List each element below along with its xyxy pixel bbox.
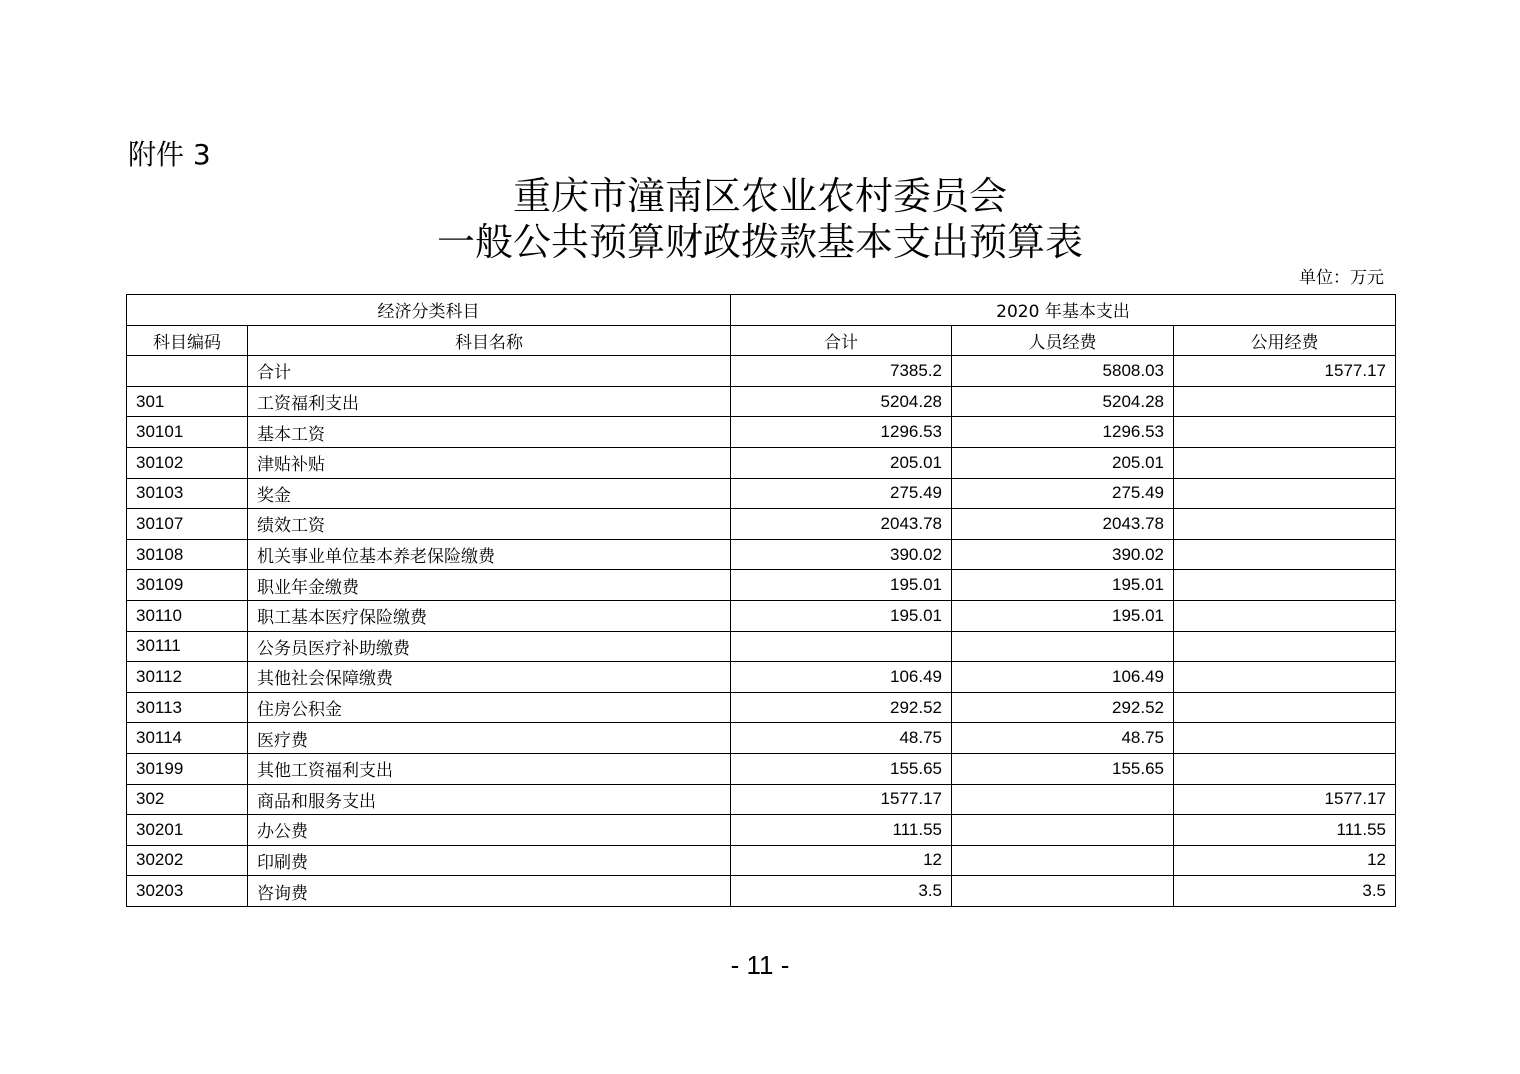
- table-row: [127, 631, 1396, 662]
- cell-public: [1174, 417, 1396, 448]
- cell-code: [127, 356, 248, 387]
- cell-code: 30202: [127, 845, 248, 876]
- cell-code: 30199: [127, 753, 248, 784]
- cell-public: [1174, 386, 1396, 417]
- table-row: [127, 539, 1396, 570]
- header-personnel: 人员经费: [952, 325, 1174, 356]
- cell-public: 12: [1174, 845, 1396, 876]
- cell-total: 111.55: [731, 815, 952, 846]
- header-basic-expenditure: 2020 年基本支出: [731, 295, 1396, 326]
- cell-public: [1174, 631, 1396, 662]
- cell-total: 1296.53: [731, 417, 952, 448]
- table-row: [127, 662, 1396, 693]
- cell-personnel: 48.75: [952, 723, 1174, 754]
- cell-public: [1174, 753, 1396, 784]
- cell-total: 3.5: [731, 876, 952, 907]
- table-row: [127, 692, 1396, 723]
- header-economic-category: 经济分类科目: [127, 295, 731, 326]
- page-number: - 11 -: [730, 950, 790, 980]
- header-name: 科目名称: [248, 325, 731, 356]
- cell-total: 195.01: [731, 570, 952, 601]
- table-row: [127, 478, 1396, 509]
- cell-public: [1174, 539, 1396, 570]
- budget-table: [126, 294, 1396, 907]
- cell-personnel: 292.52: [952, 692, 1174, 723]
- cell-code: 30103: [127, 478, 248, 509]
- cell-public: [1174, 509, 1396, 540]
- cell-public: [1174, 447, 1396, 478]
- cell-name: 津贴补贴: [248, 447, 731, 478]
- cell-code: 30201: [127, 815, 248, 846]
- cell-personnel: 5808.03: [952, 356, 1174, 387]
- cell-personnel: [952, 845, 1174, 876]
- cell-name: 印刷费: [248, 845, 731, 876]
- cell-name: 基本工资: [248, 417, 731, 448]
- cell-name: 机关事业单位基本养老保险缴费: [248, 539, 731, 570]
- cell-public: 111.55: [1174, 815, 1396, 846]
- cell-name: 工资福利支出: [248, 386, 731, 417]
- cell-total: 48.75: [731, 723, 952, 754]
- cell-personnel: [952, 784, 1174, 815]
- cell-name: 咨询费: [248, 876, 731, 907]
- cell-total: 2043.78: [731, 509, 952, 540]
- cell-public: [1174, 600, 1396, 631]
- cell-name: 公务员医疗补助缴费: [248, 631, 731, 662]
- table-row: [127, 845, 1396, 876]
- table-row: [127, 815, 1396, 846]
- cell-total: 155.65: [731, 753, 952, 784]
- cell-code: 30107: [127, 509, 248, 540]
- table-row: [127, 600, 1396, 631]
- cell-personnel: 106.49: [952, 662, 1174, 693]
- cell-code: 30109: [127, 570, 248, 601]
- table-row: [127, 386, 1396, 417]
- cell-public: 1577.17: [1174, 356, 1396, 387]
- cell-code: 30110: [127, 600, 248, 631]
- group-header-row: [127, 295, 1396, 326]
- cell-total: 292.52: [731, 692, 952, 723]
- column-header-row: [127, 325, 1396, 356]
- table-row: [127, 356, 1396, 387]
- cell-personnel: 195.01: [952, 600, 1174, 631]
- cell-total: 195.01: [731, 600, 952, 631]
- table-row: [127, 509, 1396, 540]
- cell-code: 30114: [127, 723, 248, 754]
- cell-code: 30101: [127, 417, 248, 448]
- cell-personnel: [952, 631, 1174, 662]
- cell-personnel: [952, 876, 1174, 907]
- cell-name: 办公费: [248, 815, 731, 846]
- cell-total: 106.49: [731, 662, 952, 693]
- cell-personnel: 5204.28: [952, 386, 1174, 417]
- cell-code: 302: [127, 784, 248, 815]
- table-row: [127, 723, 1396, 754]
- cell-public: [1174, 478, 1396, 509]
- document-title-line-2: 一般公共预算财政拨款基本支出预算表: [436, 220, 1083, 264]
- cell-personnel: 155.65: [952, 753, 1174, 784]
- cell-total: 7385.2: [731, 356, 952, 387]
- cell-personnel: 275.49: [952, 478, 1174, 509]
- cell-code: 30111: [127, 631, 248, 662]
- cell-code: 301: [127, 386, 248, 417]
- cell-total: [731, 631, 952, 662]
- cell-personnel: 390.02: [952, 539, 1174, 570]
- cell-name: 医疗费: [248, 723, 731, 754]
- cell-name: 商品和服务支出: [248, 784, 731, 815]
- cell-public: [1174, 662, 1396, 693]
- cell-name: 职工基本医疗保险缴费: [248, 600, 731, 631]
- cell-total: 275.49: [731, 478, 952, 509]
- unit-label: 单位：万元: [1299, 268, 1384, 288]
- cell-name: 其他工资福利支出: [248, 753, 731, 784]
- cell-name: 职业年金缴费: [248, 570, 731, 601]
- table-row: [127, 753, 1396, 784]
- cell-public: [1174, 723, 1396, 754]
- cell-code: 30102: [127, 447, 248, 478]
- cell-total: 12: [731, 845, 952, 876]
- table-row: [127, 417, 1396, 448]
- header-public: 公用经费: [1174, 325, 1396, 356]
- header-code: 科目编码: [127, 325, 248, 356]
- budget-table-body: [127, 356, 1396, 907]
- document-title-line-1: 重庆市潼南区农业农村委员会: [512, 174, 1007, 218]
- cell-public: [1174, 570, 1396, 601]
- cell-code: 30203: [127, 876, 248, 907]
- attachment-label: 附件 3: [128, 138, 211, 171]
- cell-total: 205.01: [731, 447, 952, 478]
- cell-public: 3.5: [1174, 876, 1396, 907]
- cell-name: 住房公积金: [248, 692, 731, 723]
- cell-personnel: [952, 815, 1174, 846]
- cell-code: 30108: [127, 539, 248, 570]
- cell-total: 390.02: [731, 539, 952, 570]
- cell-personnel: 205.01: [952, 447, 1174, 478]
- cell-name: 其他社会保障缴费: [248, 662, 731, 693]
- cell-total: 1577.17: [731, 784, 952, 815]
- cell-code: 30113: [127, 692, 248, 723]
- cell-personnel: 195.01: [952, 570, 1174, 601]
- cell-code: 30112: [127, 662, 248, 693]
- cell-personnel: 2043.78: [952, 509, 1174, 540]
- table-row: [127, 447, 1396, 478]
- table-row: [127, 876, 1396, 907]
- table-row: [127, 784, 1396, 815]
- cell-public: [1174, 692, 1396, 723]
- table-row: [127, 570, 1396, 601]
- cell-name: 绩效工资: [248, 509, 731, 540]
- header-total: 合计: [731, 325, 952, 356]
- cell-total: 5204.28: [731, 386, 952, 417]
- cell-name: 奖金: [248, 478, 731, 509]
- cell-name: 合计: [248, 356, 731, 387]
- cell-personnel: 1296.53: [952, 417, 1174, 448]
- cell-public: 1577.17: [1174, 784, 1396, 815]
